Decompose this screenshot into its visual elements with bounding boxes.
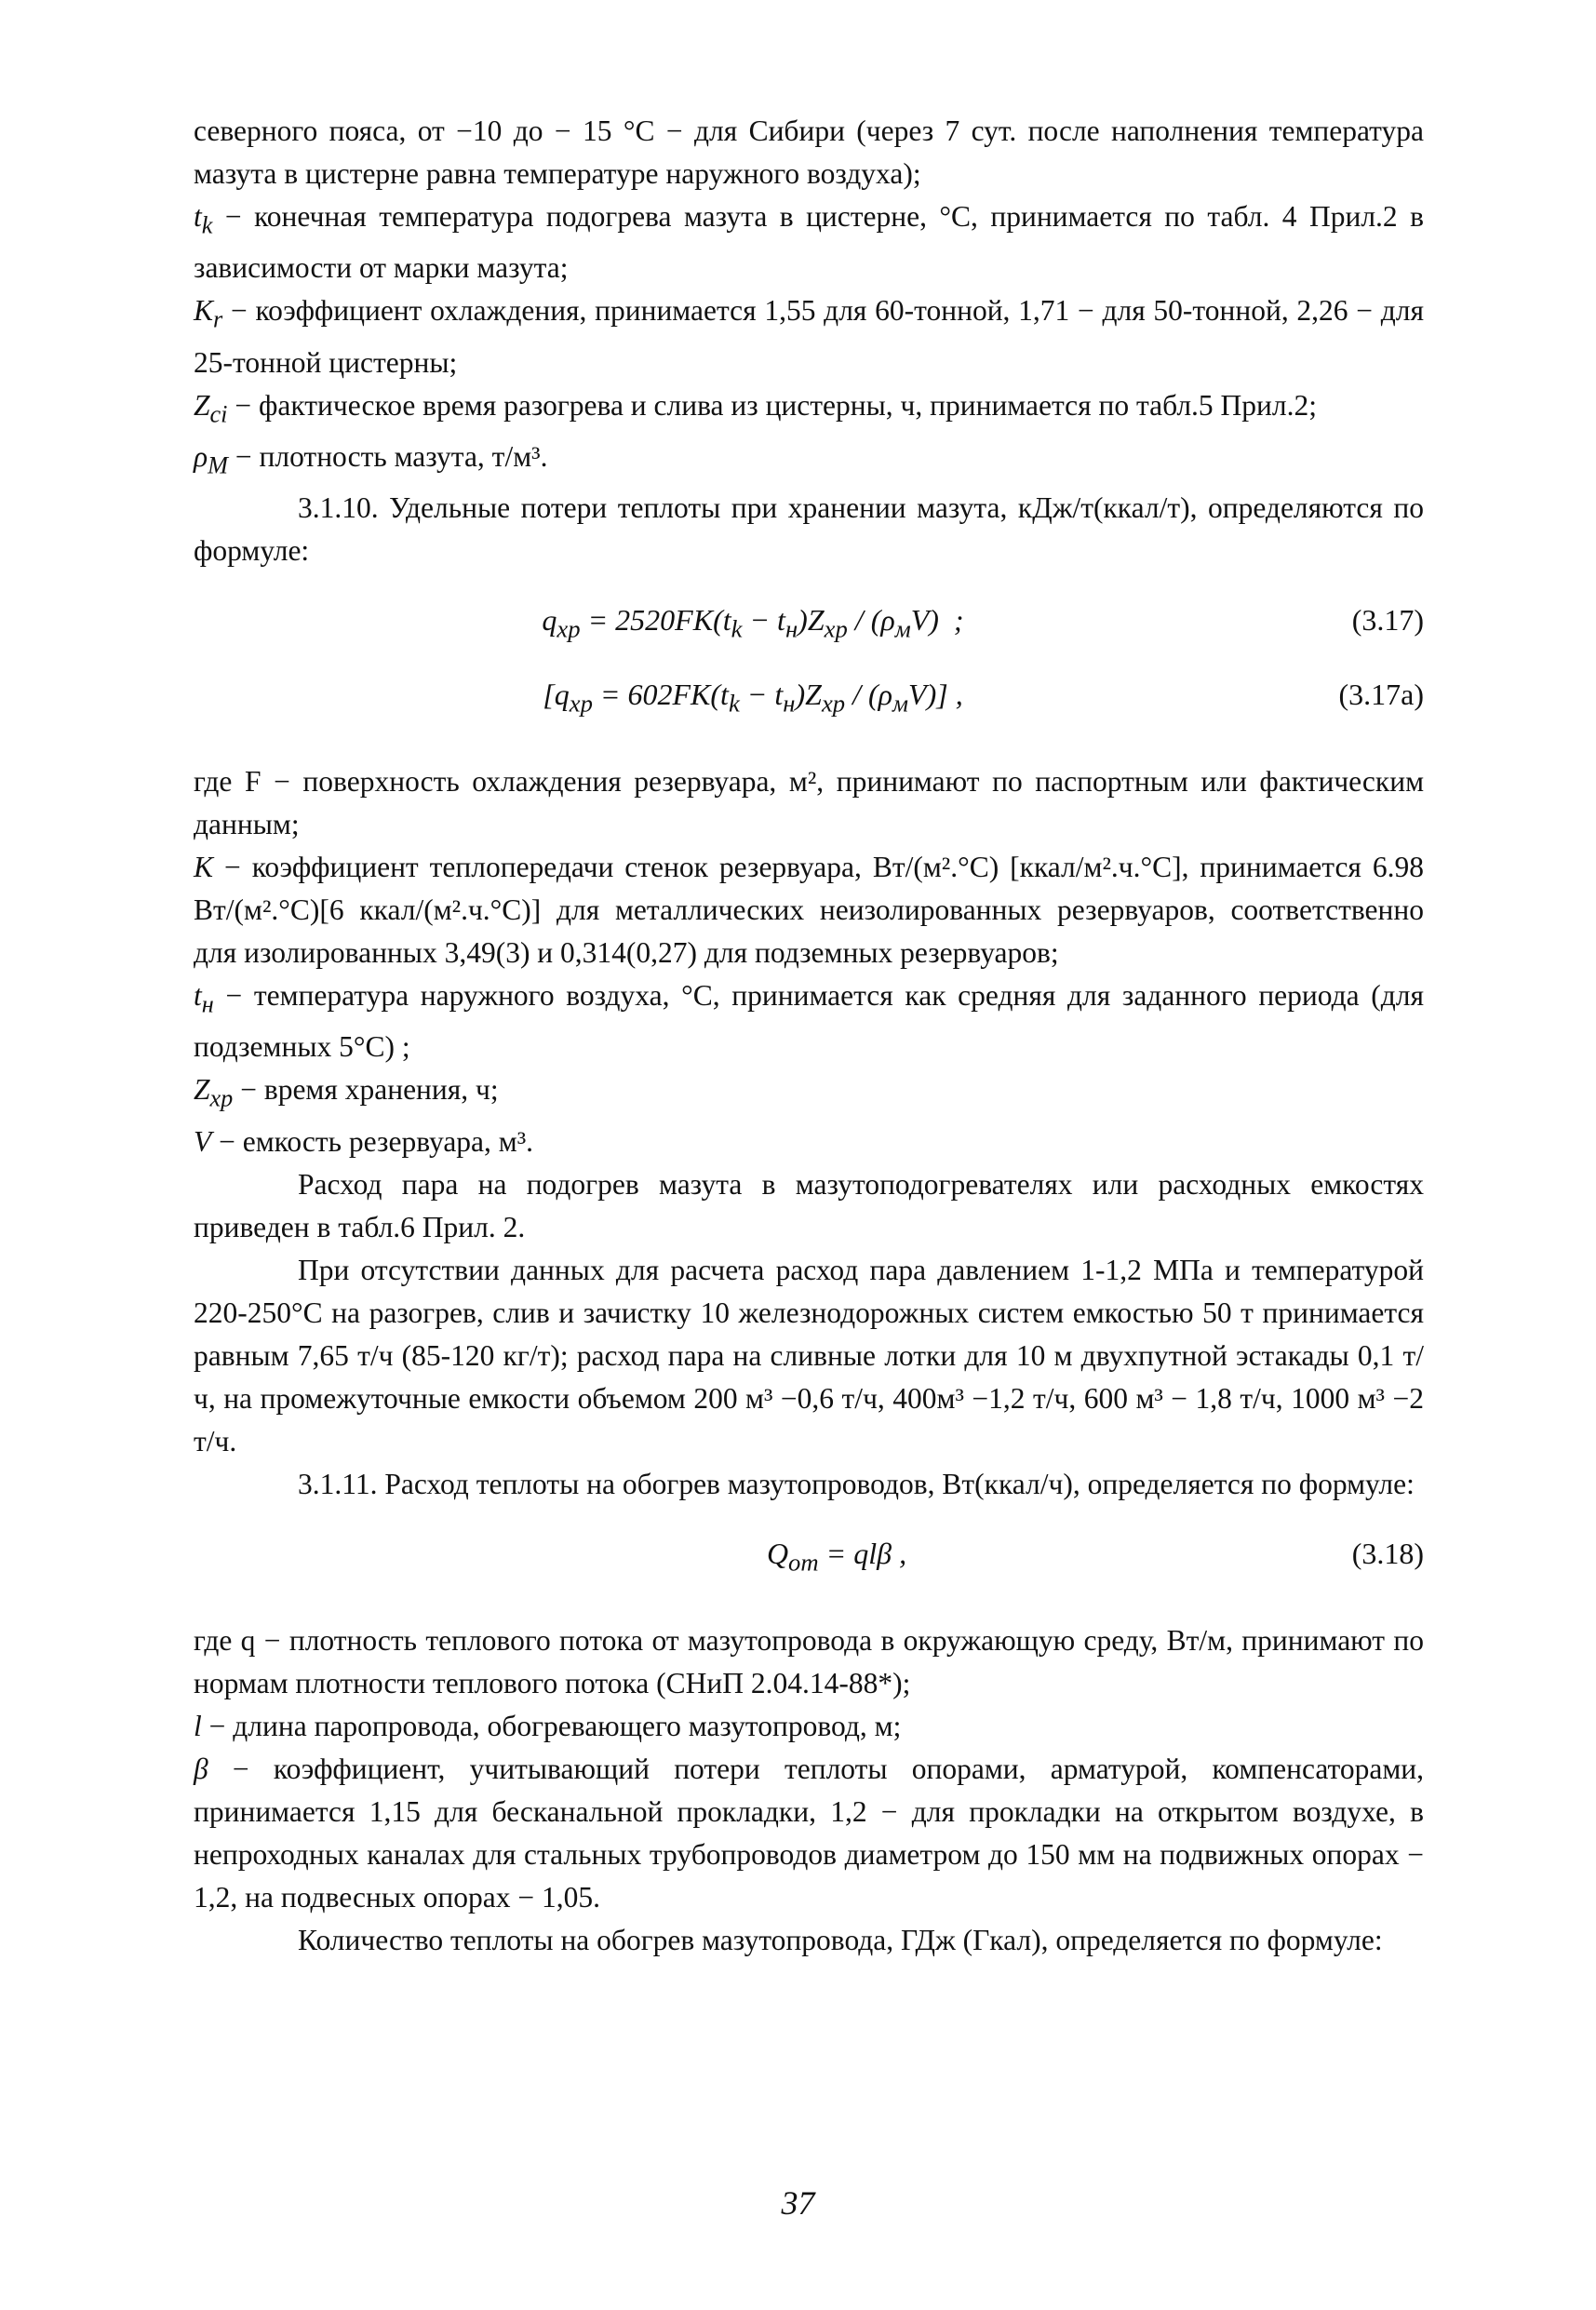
symbol: $t_k$	[194, 200, 213, 239]
section-3-1-11: 3.1.11. Расход теплоты на обогрев мазутопроводов, Вт(ккал/ч), определяется по формуле:	[298, 1467, 1415, 1500]
symbol: $\rho_M$	[194, 439, 228, 479]
document-page	[194, 110, 1424, 1962]
definition-text: − емкость резервуара, м³.	[211, 1124, 534, 1158]
steam-paragraph-1: Расход пара на подогрев мазута в мазутоподогревателях или расходных емкостях приведен в табл.6 Прил. 2.	[194, 1167, 1424, 1243]
formula-number: (3.17a)	[1338, 678, 1424, 712]
formula-expression: $Q_{om} = ql\beta$ ,	[766, 1536, 907, 1577]
definition-tn	[194, 974, 1424, 1068]
definition-text: где F − поверхность охлаждения резервуара, м², принимают по паспортным или фактическим данным;	[194, 765, 1424, 841]
definition-zci	[194, 384, 1424, 436]
symbol: $Z_{ci}$	[194, 388, 228, 427]
definition-text: − конечная температура подогрева мазута в цистерне, °С, принимается по табл. 4 Прил.2 в зависимости от марки мазута;	[194, 200, 1424, 285]
definition-tk	[194, 195, 1424, 289]
formula-expression: $[q_{xp} = 602FK(t_k - t_н)Z_{xp} / (\rho_мV)]$ ,	[543, 678, 963, 718]
formula-number: (3.18)	[1351, 1536, 1424, 1570]
symbol: $Z_{xp}$	[194, 1073, 234, 1112]
definition-v	[194, 1121, 1424, 1163]
paragraph-text: северного пояса, от −10 до − 15 °С − для Сибири (через 7 сут. после наполнения температура мазута в цистерне равна температуре наружного воздуха);	[194, 114, 1424, 190]
definition-text: − время хранения, ч;	[233, 1073, 499, 1107]
formula-number: (3.17)	[1351, 603, 1424, 638]
definition-text: − температура наружного воздуха, °С, принимается как средняя для заданного периода (для подземных 5°С) ;	[194, 979, 1424, 1064]
definition-beta	[194, 1748, 1424, 1919]
definition-k	[194, 846, 1424, 974]
definition-text: − коэффициент теплопередачи стенок резервуара, Вт/(м².°С) [ккал/м².ч.°С], принимается 6.98 Вт/(м².°С)[6 ккал/(м².ч.°С)] для металлических неизолированных резервуаров, соответственно для изолированных 3,49(3) и 0,314(0,27) для подземных резервуаров;	[194, 851, 1424, 970]
definition-text: − длина паропровода, обогревающего мазутопровод, м;	[201, 1709, 902, 1742]
definition-q	[194, 1619, 1424, 1705]
paragraph-continuation	[194, 110, 1424, 195]
definition-f	[194, 760, 1424, 846]
page-number: 37	[781, 2184, 815, 2222]
definition-zxp	[194, 1068, 1424, 1120]
formula-3-18	[194, 1532, 1424, 1593]
symbol: β	[194, 1752, 208, 1785]
formula-3-17a	[194, 673, 1424, 734]
definition-kr	[194, 289, 1424, 383]
formula-expression: $q_{xp} = 2520FK(t_k - t_н)Z_{xp} / (\rho_мV)$ ;	[542, 603, 964, 643]
symbol: $t_н$	[194, 979, 214, 1018]
definition-rho	[194, 436, 1424, 487]
definition-text: − коэффициент охлаждения, принимается 1,55 для 60-тонной, 1,71 − для 50-тонной, 2,26 − для 25-тонной цистерны;	[194, 294, 1424, 379]
section-3-1-10: 3.1.10. Удельные потери теплоты при хранении мазута, кДж/т(ккал/т), определяются по формуле:	[194, 491, 1424, 568]
steam-paragraph-2: При отсутствии данных для расчета расход пара давлением 1-1,2 МПа и температурой 220-250°С на разогрев, слив и зачистку 10 железнодорожных систем емкостью 50 т принимается равным 7,65 т/ч (85-120 кг/т); расход пара на сливные лотки для 10 м двухпутной эстакады 0,1 т/ч, на промежуточные емкости объемом 200 м³ −0,6 т/ч, 400м³ −1,2 т/ч, 600 м³ − 1,8 т/ч, 1000 м³ −2 т/ч.	[194, 1253, 1424, 1457]
definition-text: − коэффициент, учитывающий потери теплоты опорами, арматурой, компенсаторами, принимается 1,15 для бесканальной прокладки, 1,2 − для прокладки на открытом воздухе, в непроходных каналах для стальных трубопроводов диаметром до 150 мм на подвижных опорах − 1,2, на подвесных опорах − 1,05.	[194, 1752, 1424, 1914]
final-paragraph: Количество теплоты на обогрев мазутопровода, ГДж (Гкал), определяется по формуле:	[298, 1923, 1383, 1956]
definition-text: − плотность мазута, т/м³.	[228, 439, 548, 473]
symbol: l	[194, 1709, 202, 1742]
definition-text: где q − плотность теплового потока от мазутопровода в окружающую среду, Вт/м, принимают по нормам плотности теплового потока (СНиП 2.04.14-88*);	[194, 1623, 1424, 1699]
symbol: K	[194, 851, 214, 884]
symbol: $K_r$	[194, 294, 223, 333]
formula-3-17	[194, 598, 1424, 660]
definition-l	[194, 1705, 1424, 1748]
definition-text: − фактическое время разогрева и слива из цистерны, ч, принимается по табл.5 Прил.2;	[227, 388, 1318, 422]
symbol: V	[194, 1124, 212, 1158]
